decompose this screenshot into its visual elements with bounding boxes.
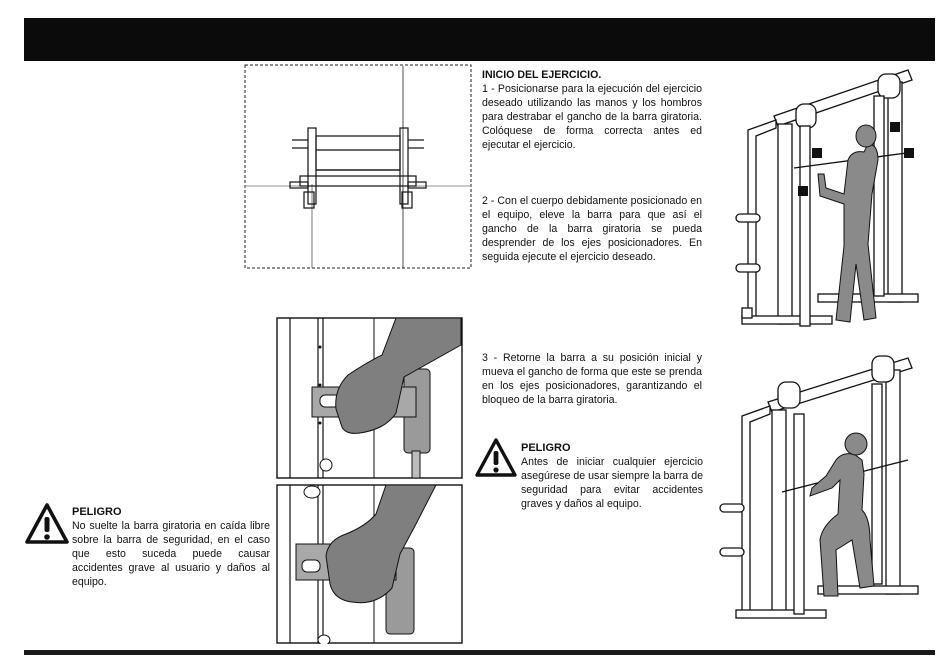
footer-bar — [24, 650, 935, 655]
step-2-text: 2 - Con el cuerpo debidamente posicionado en el equipo, eleve la barra para que así el gancho de la barra giratoria se pueda desprender de los ejes posicionadores. En seguida ejecute el ejercicio deseado. — [482, 195, 702, 263]
exercise-instructions-3 — [482, 351, 702, 407]
exercise-instructions-1 — [482, 68, 702, 152]
warning-right — [521, 441, 703, 511]
header-bar — [24, 18, 935, 61]
warning-left-text: No suelte la barra giratoria en caída libre sobre la barra de seguridad, en el caso que esto suceda puede causar accidentes grave al usuario y daños al equipo. — [72, 520, 270, 588]
step-3-text: 3 - Retorne la barra a su posición inicial y mueva el gancho de forma que este se prenda en los ejes posicionadores, garantizando el bloqueo de la barra giratoria. — [482, 352, 702, 406]
warning-triangle-icon — [24, 502, 70, 546]
warning-left-title: PELIGRO — [72, 506, 122, 518]
exercise-instructions-2 — [482, 194, 702, 264]
smith-machine-figure-2 — [712, 350, 928, 628]
warning-triangle-icon — [474, 437, 518, 479]
exercise-heading: INICIO DEL EJERCICIO. — [482, 69, 602, 81]
warning-left — [72, 505, 270, 589]
step-1-text: 1 - Posicionarse para la ejecución del ejercicio deseado utilizando las manos y los hombros para destrabar el gancho de la barra giratoria. Colóquese de forma correcta antes ed ejecutar el ejercicio. — [482, 83, 702, 151]
top-view-diagram — [244, 64, 474, 270]
warning-right-title: PELIGRO — [521, 442, 571, 454]
hand-hook-illustration-2 — [276, 484, 463, 644]
hand-hook-illustration-1 — [276, 317, 463, 479]
smith-machine-figure-1 — [718, 64, 928, 332]
warning-right-text: Antes de iniciar cualquier ejercicio asegúrese de usar siempre la barra de seguridad para evitar accidentes graves y daños al equipo. — [521, 456, 703, 510]
